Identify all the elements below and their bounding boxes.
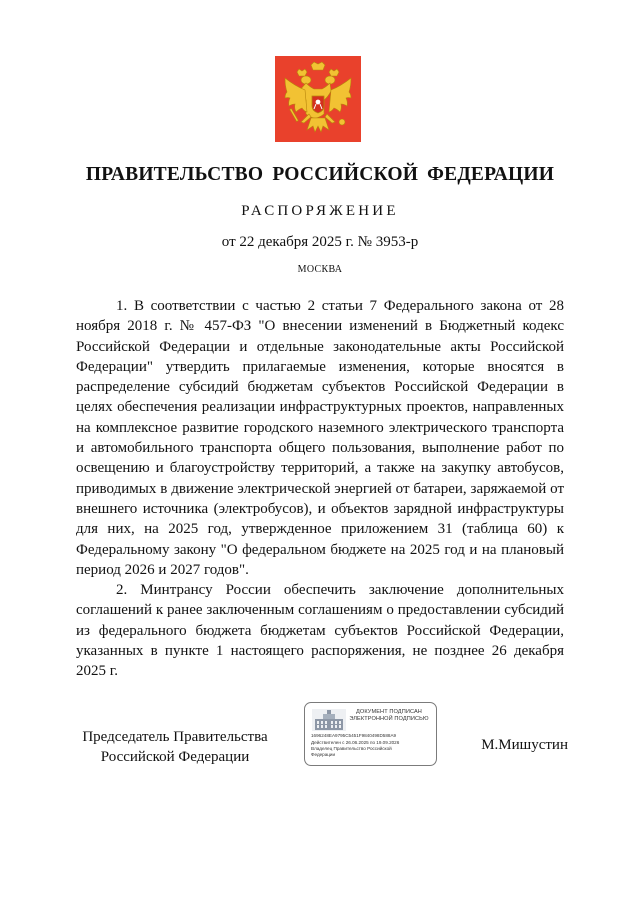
- document-city: МОСКВА: [297, 264, 343, 275]
- stamp-certificate: 1696248EA9795C5451F9840498D588A9: [311, 733, 397, 738]
- stamp-title-line2: ЭЛЕКТРОННОЙ ПОДПИСЬЮ: [349, 715, 429, 722]
- stamp-owner-line2: Федерации: [311, 752, 336, 757]
- signatory-position-line2: Российской Федерации: [100, 749, 250, 765]
- signatory-position: [70, 727, 280, 767]
- electronic-signature-stamp: [304, 702, 437, 766]
- document-date-number: от 22 декабря 2025 г. № 3953-р: [221, 234, 419, 250]
- coat-of-arms-icon: [275, 56, 361, 142]
- stamp-title-line1: ДОКУМЕНТ ПОДПИСАН: [356, 709, 422, 715]
- stamp-owner-line1: Владелец Правительство Российской: [311, 746, 392, 751]
- paragraph-2: 2. Минтрансу России обеспечить заключение дополнительных соглашений к ранее заключенным соглашениям о предоставлении субсидий из федерального бюджета бюджетам субъектов Российской Федерации, указанных в пункте 1 настоящего распоряжения, не позднее 26 декабря 2025 г.: [76, 582, 564, 680]
- document-body: [76, 296, 564, 682]
- stamp-validity: Действителен с 26.06.2025 по 19.09.2026: [311, 740, 400, 745]
- signatory-position-line1: Председатель Правительства: [82, 729, 268, 745]
- signatory-name: М.Мишустин: [481, 737, 568, 753]
- government-title: ПРАВИТЕЛЬСТВО РОССИЙСКОЙ ФЕДЕРАЦИИ: [85, 164, 555, 185]
- document-type: РАСПОРЯЖЕНИЕ: [241, 203, 399, 219]
- government-building-icon: [312, 709, 346, 731]
- stamp-title: [345, 709, 433, 722]
- paragraph-1: 1. В соответствии с частью 2 статьи 7 Федерального закона от 28 ноября 2018 г. № 457-ФЗ "О внесении изменений в Бюджетный кодекс Российской Федерации и отдельные законодательные акты Российской Федерации" утвердить прилагаемые изменения, которые вносятся в распределение субсидий бюджетам субъектов Российской Федерации в целях обеспечения реализации инфраструктурных проектов, направленных на комплексное развитие городского наземного электрического транспорта и автомобильного транспорта общего пользования, выполнение работ по освещению и благоустройству территорий, а также на закупку автобусов, приводимых в движение электрической энергией от батареи, заряжаемой от внешнего источника (электробусов), и объектов зарядной инфраструктуры для них, на 2025 год, утвержденное приложением 31 (таблица 60) к Федеральному закону "О федеральном бюджете на 2025 год и на плановый период 2026 и 2027 годов".: [76, 298, 564, 578]
